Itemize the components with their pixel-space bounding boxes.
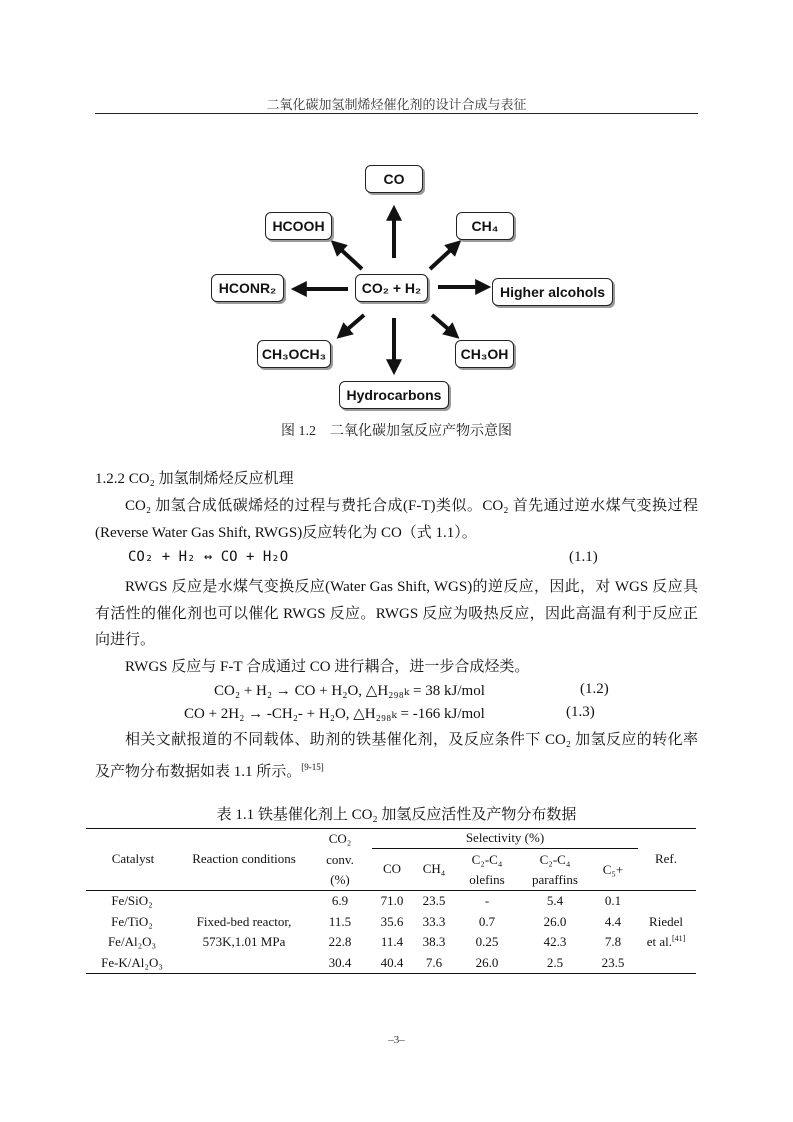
th-paraffins-2: paraffins <box>532 872 578 887</box>
ref-line-2 <box>640 934 692 950</box>
equation-1-1: CO₂ + H₂ ↔ CO + H₂O <box>128 549 289 565</box>
table-bottom-rule <box>86 973 696 974</box>
node-hconr2 <box>211 274 284 302</box>
row-3-conv: 22.8 <box>328 934 352 949</box>
row-3-c5: 7.8 <box>604 934 622 949</box>
row-2-conv: 11.5 <box>328 914 352 929</box>
row-1-catalyst: Fe/SiO₂ <box>111 893 153 908</box>
node-higher-alcohols-label: Higher alcohols <box>499 284 606 300</box>
row-1-conv: 6.9 <box>331 893 349 908</box>
node-hydrocarbons <box>339 381 449 409</box>
row-2-ch4: 33.3 <box>422 914 446 929</box>
node-co <box>365 165 423 193</box>
row-2-co: 35.6 <box>380 914 404 929</box>
ref-line-1: Riedel <box>649 914 683 929</box>
row-2-catalyst: Fe/TiO₂ <box>111 914 153 929</box>
th-catalyst: Catalyst <box>111 851 155 866</box>
conditions-line-2: 573K,1.01 MPa <box>202 934 286 949</box>
th-conditions: Reaction conditions <box>192 851 296 866</box>
th-selectivity: Selectivity (%) <box>465 830 545 845</box>
th-ref: Ref. <box>654 851 678 866</box>
row-2-c5: 4.4 <box>604 914 622 929</box>
page-number: –3– <box>388 1034 405 1046</box>
node-hydrocarbons-label: Hydrocarbons <box>346 387 442 403</box>
row-2-olefins: 0.7 <box>478 914 496 929</box>
row-3-co: 11.4 <box>380 934 404 949</box>
arrow-to-ch3och3 <box>342 315 364 334</box>
node-hcooh <box>265 212 332 240</box>
paragraph-3: RWGS 反应与 F-T 合成通过 CO 进行耦合，进一步合成烃类。 <box>125 659 530 675</box>
node-co-label: CO <box>383 171 405 187</box>
node-hcooh-label: HCOOH <box>272 218 325 234</box>
row-1-c5: 0.1 <box>604 893 622 908</box>
paragraph-1: CO₂ 加氢合成低碳烯烃的过程与费托合成(F-T)类似。CO₂ 首先通过逆水煤气变换过程(Reverse Water Gas Shift, RWGS)反应转化为 CO（式 1.1）。 <box>95 498 698 541</box>
th-conv-3: (%) <box>330 872 350 887</box>
selectivity-rule <box>372 848 638 849</box>
table-header-rule <box>86 890 696 891</box>
th-olefins-1: C₂-C₄ <box>471 852 503 867</box>
ref-citation: [41] <box>671 934 686 943</box>
node-ch3oh <box>455 340 514 368</box>
row-4-c5: 23.5 <box>601 955 625 970</box>
th-conv-2: conv. <box>326 852 354 867</box>
arrow-to-ch3oh <box>432 315 454 334</box>
node-ch3och3-label: CH₃OCH₃ <box>261 346 327 362</box>
th-paraffins-1: C₂-C₄ <box>539 852 571 867</box>
row-4-olefins: 26.0 <box>475 955 499 970</box>
table-top-rule <box>86 828 696 829</box>
node-ch4 <box>456 212 514 240</box>
table-caption: 表 1.1 铁基催化剂上 CO₂ 加氢反应活性及产物分布数据 <box>216 807 577 823</box>
conditions-line-1: Fixed-bed reactor, <box>196 914 292 929</box>
ref-authors: et al. <box>646 934 672 949</box>
row-1-ch4: 23.5 <box>422 893 446 908</box>
node-ch4-label: CH₄ <box>471 218 499 234</box>
equation-1-3: CO + 2H₂ → -CH₂- + H₂O, △H₂₉₈ₖ = -166 kJ/mol <box>184 706 485 722</box>
row-4-ch4: 7.6 <box>425 955 443 970</box>
row-4-conv: 30.4 <box>328 955 352 970</box>
row-3-catalyst: Fe/Al₂O₃ <box>107 934 157 949</box>
th-ch4: CH₄ <box>422 861 446 876</box>
running-header: 二氧化碳加氢制烯烃催化剂的设计合成与表征 <box>266 97 527 112</box>
node-ch3oh-label: CH₃OH <box>460 346 509 362</box>
th-co: CO <box>382 861 402 876</box>
paragraph-4 <box>95 727 698 785</box>
th-c5: C₅+ <box>602 862 624 877</box>
paragraph-2: RWGS 反应是水煤气变换反应(Water Gas Shift, WGS)的逆反应，因此，对 WGS 反应具有活性的催化剂也可以催化 RWGS 反应。RWGS 反应为吸热反应，因此高温有利于反应正向进行。 <box>95 579 698 648</box>
th-conv-1: CO₂ <box>328 831 352 846</box>
arrow-to-ch4 <box>430 245 456 269</box>
node-higher-alcohols <box>492 278 613 306</box>
equation-1-2-number: (1.2) <box>580 681 609 697</box>
reaction-products-diagram <box>0 0 793 420</box>
row-4-catalyst: Fe-K/Al₂O₃ <box>101 955 163 970</box>
equation-1-1-number: (1.1) <box>569 549 598 565</box>
node-hconr2-label: HCONR₂ <box>218 280 277 296</box>
row-4-co: 40.4 <box>380 955 404 970</box>
row-1-co: 71.0 <box>380 893 404 908</box>
row-3-paraffins: 42.3 <box>543 934 567 949</box>
arrow-to-hcooh <box>336 245 362 269</box>
citation-9-15: [9-15] <box>301 761 324 772</box>
row-1-paraffins: 5.4 <box>546 893 564 908</box>
node-co2-h2-label: CO₂ + H₂ <box>361 280 422 296</box>
equation-1-2: CO₂ + H₂ → CO + H₂O, △H₂₉₈ₖ = 38 kJ/mol <box>214 683 485 699</box>
equation-1-3-number: (1.3) <box>566 704 595 720</box>
paragraph-4-text: 相关文献报道的不同载体、助剂的铁基催化剂，及反应条件下 CO₂ 加氢反应的转化率及产物分布数据如表 1.1 所示。 <box>95 732 698 780</box>
th-olefins-2: olefins <box>469 872 505 887</box>
section-title: 1.2.2 CO₂ 加氢制烯烃反应机理 <box>95 471 294 487</box>
row-4-paraffins: 2.5 <box>546 955 564 970</box>
row-3-olefins: 0.25 <box>475 934 499 949</box>
node-ch3och3 <box>257 340 331 368</box>
row-2-paraffins: 26.0 <box>543 914 567 929</box>
node-co2-h2 <box>355 274 428 302</box>
figure-caption: 图 1.2 二氧化碳加氢反应产物示意图 <box>281 424 512 439</box>
row-3-ch4: 38.3 <box>422 934 446 949</box>
row-1-olefins: - <box>484 893 490 908</box>
